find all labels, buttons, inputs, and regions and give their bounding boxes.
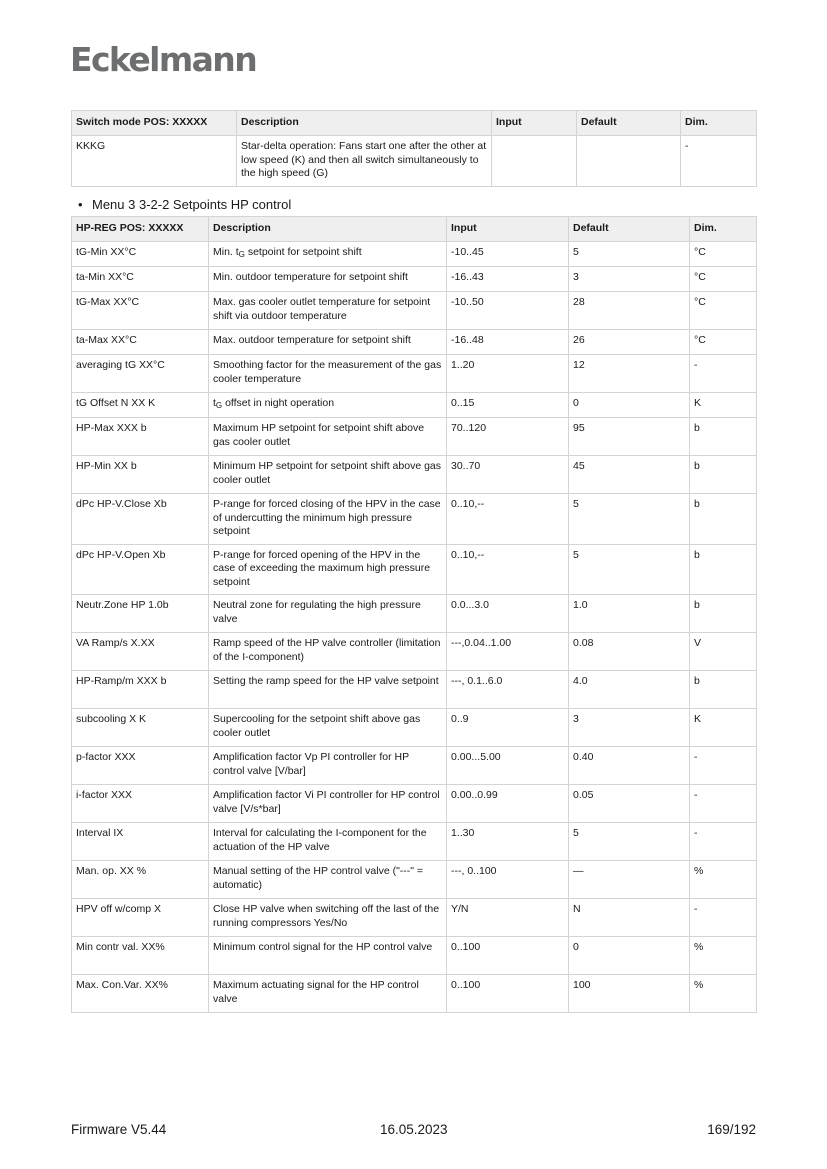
table-row (72, 355, 757, 393)
table-cell: HP-Ramp/m XXX b (72, 671, 209, 709)
table-row (72, 292, 757, 330)
table-row (72, 785, 757, 823)
table-row (72, 709, 757, 747)
table-cell: 0.00...5.00 (447, 747, 569, 785)
table-cell: 0..100 (447, 975, 569, 1013)
table-cell: - (690, 355, 757, 393)
table-cell: Star-delta operation: Fans start one after the other at low speed (K) and then all switch simultaneously to the high speed (G) (237, 136, 492, 187)
column-header: HP-REG POS: XXXXX (72, 217, 209, 242)
table-cell: 0.00..0.99 (447, 785, 569, 823)
switch-mode-table (71, 110, 757, 187)
table-cell: 0..10,-- (447, 544, 569, 595)
table-row (72, 899, 757, 937)
table-cell: $t_G$ offset in night operation (209, 393, 447, 418)
table-cell: % (690, 975, 757, 1013)
table-cell: Amplification factor Vi PI controller for HP control valve [V/s*bar] (209, 785, 447, 823)
table-cell: Interval IX (72, 823, 209, 861)
table-cell: 12 (569, 355, 690, 393)
table-cell: 4.0 (569, 671, 690, 709)
table-cell: Smoothing factor for the measurement of the gas cooler temperature (209, 355, 447, 393)
table-cell: Max. Con.Var. XX% (72, 975, 209, 1013)
table-cell: 0.0...3.0 (447, 595, 569, 633)
table-cell: VA Ramp/s X.XX (72, 633, 209, 671)
table-row (72, 544, 757, 595)
table-header-row (72, 111, 757, 136)
table-cell: Man. op. XX % (72, 861, 209, 899)
table-cell: 0.08 (569, 633, 690, 671)
table-cell: Minimum control signal for the HP control valve (209, 937, 447, 975)
table-cell: 95 (569, 418, 690, 456)
footer-firmware: Firmware V5.44 (71, 1122, 167, 1137)
table-cell: °C (690, 267, 757, 292)
table-cell: 70..120 (447, 418, 569, 456)
table-cell: Close HP valve when switching off the last of the running compressors Yes/No (209, 899, 447, 937)
table-cell: -16..48 (447, 330, 569, 355)
table-cell: Manual setting of the HP control valve ("---" = automatic) (209, 861, 447, 899)
table-row (72, 937, 757, 975)
table-cell: 1..30 (447, 823, 569, 861)
table-cell: 3 (569, 709, 690, 747)
footer-page-number: 169/192 (707, 1122, 756, 1137)
table-cell: i-factor XXX (72, 785, 209, 823)
table-row (72, 747, 757, 785)
table-cell: 5 (569, 823, 690, 861)
table-cell: Neutr.Zone HP 1.0b (72, 595, 209, 633)
column-header: Switch mode POS: XXXXX (72, 111, 237, 136)
table-header-row (72, 217, 757, 242)
table-cell: Min. $t_G$ setpoint for setpoint shift (209, 242, 447, 267)
table-cell: 0..15 (447, 393, 569, 418)
table-cell: N (569, 899, 690, 937)
table-cell: 0.05 (569, 785, 690, 823)
table-cell: - (681, 136, 757, 187)
table-cell: Setting the ramp speed for the HP valve setpoint (209, 671, 447, 709)
column-header: Description (237, 111, 492, 136)
logo: Eckelmann (70, 40, 257, 79)
table-cell: p-factor XXX (72, 747, 209, 785)
table-cell: Amplification factor Vp PI controller for HP control valve [V/bar] (209, 747, 447, 785)
table-cell: Ramp speed of the HP valve controller (limitation of the I-component) (209, 633, 447, 671)
table-cell: 30..70 (447, 456, 569, 494)
footer-date: 16.05.2023 (380, 1122, 448, 1137)
table-cell: - (690, 823, 757, 861)
table-cell: b (690, 595, 757, 633)
table-cell: - (690, 747, 757, 785)
table-cell: b (690, 671, 757, 709)
column-header: Input (492, 111, 577, 136)
section-heading (78, 197, 291, 212)
table-row (72, 595, 757, 633)
table-row (72, 671, 757, 709)
table-cell: ta-Min XX°C (72, 267, 209, 292)
table-row (72, 633, 757, 671)
table-cell: b (690, 544, 757, 595)
table-cell: 26 (569, 330, 690, 355)
table-cell: ---, 0.1..6.0 (447, 671, 569, 709)
table-row (72, 267, 757, 292)
table-cell: °C (690, 292, 757, 330)
table-cell: - (690, 899, 757, 937)
table-cell: K (690, 709, 757, 747)
column-header: Dim. (690, 217, 757, 242)
table-cell: °C (690, 330, 757, 355)
table-cell: 45 (569, 456, 690, 494)
table-cell: Supercooling for the setpoint shift above gas cooler outlet (209, 709, 447, 747)
column-header: Default (577, 111, 681, 136)
column-header: Description (209, 217, 447, 242)
table-cell: HPV off w/comp X (72, 899, 209, 937)
table-cell: % (690, 861, 757, 899)
table-cell (492, 136, 577, 187)
table-cell: b (690, 456, 757, 494)
table-cell: P-range for forced opening of the HPV in the case of exceeding the maximum high pressure setpoint (209, 544, 447, 595)
table-cell: Interval for calculating the I-component for the actuation of the HP valve (209, 823, 447, 861)
table-cell: KKKG (72, 136, 237, 187)
table-cell: Max. outdoor temperature for setpoint shift (209, 330, 447, 355)
column-header: Input (447, 217, 569, 242)
bullet-icon: • (78, 197, 83, 212)
table-cell: dPc HP-V.Open Xb (72, 544, 209, 595)
table-cell: 0.40 (569, 747, 690, 785)
table-cell: 5 (569, 494, 690, 545)
table-cell: -16..43 (447, 267, 569, 292)
table-cell: K (690, 393, 757, 418)
table-cell: °C (690, 242, 757, 267)
table-cell: HP-Min XX b (72, 456, 209, 494)
table-row (72, 823, 757, 861)
table-row (72, 494, 757, 545)
table-row (72, 242, 757, 267)
table-cell: tG Offset N XX K (72, 393, 209, 418)
table-cell: HP-Max XXX b (72, 418, 209, 456)
table-cell: P-range for forced closing of the HPV in the case of undercutting the minimum high pressure setpoint (209, 494, 447, 545)
table-cell: Min. outdoor temperature for setpoint shift (209, 267, 447, 292)
table-cell: ta-Max XX°C (72, 330, 209, 355)
table-row (72, 975, 757, 1013)
table-cell: 100 (569, 975, 690, 1013)
column-header: Default (569, 217, 690, 242)
table-cell: 28 (569, 292, 690, 330)
table-cell: 3 (569, 267, 690, 292)
table-cell: -10..50 (447, 292, 569, 330)
table-cell: 1..20 (447, 355, 569, 393)
table-row (72, 136, 757, 187)
section-title: Menu 3 3-2-2 Setpoints HP control (92, 197, 292, 212)
table-cell: 0..10,-- (447, 494, 569, 545)
table-cell: 5 (569, 242, 690, 267)
table-cell (577, 136, 681, 187)
table-cell: Neutral zone for regulating the high pressure valve (209, 595, 447, 633)
table-cell: subcooling X K (72, 709, 209, 747)
table-cell: averaging tG XX°C (72, 355, 209, 393)
table-row (72, 393, 757, 418)
table-cell: tG-Min XX°C (72, 242, 209, 267)
table-cell: 0..100 (447, 937, 569, 975)
table-cell: tG-Max XX°C (72, 292, 209, 330)
table-row (72, 418, 757, 456)
table-cell: dPc HP-V.Close Xb (72, 494, 209, 545)
table-cell: ---,0.04..1.00 (447, 633, 569, 671)
table-cell: Max. gas cooler outlet temperature for setpoint shift via outdoor temperature (209, 292, 447, 330)
table-cell: 0 (569, 937, 690, 975)
table-cell: 1.0 (569, 595, 690, 633)
table-cell: b (690, 494, 757, 545)
hp-control-table (71, 216, 757, 1013)
table-cell: b (690, 418, 757, 456)
table-cell: - (690, 785, 757, 823)
table-cell: Y/N (447, 899, 569, 937)
table-cell: ---, 0..100 (447, 861, 569, 899)
table-row (72, 456, 757, 494)
table-cell: % (690, 937, 757, 975)
table-cell: Min contr val. XX% (72, 937, 209, 975)
table-cell: Maximum actuating signal for the HP control valve (209, 975, 447, 1013)
table-cell: -10..45 (447, 242, 569, 267)
column-header: Dim. (681, 111, 757, 136)
table-cell: Minimum HP setpoint for setpoint shift above gas cooler outlet (209, 456, 447, 494)
table-cell: 0 (569, 393, 690, 418)
table-cell: — (569, 861, 690, 899)
table-row (72, 861, 757, 899)
table-cell: 0..9 (447, 709, 569, 747)
table-cell: V (690, 633, 757, 671)
table-cell: 5 (569, 544, 690, 595)
table-row (72, 330, 757, 355)
table-cell: Maximum HP setpoint for setpoint shift above gas cooler outlet (209, 418, 447, 456)
